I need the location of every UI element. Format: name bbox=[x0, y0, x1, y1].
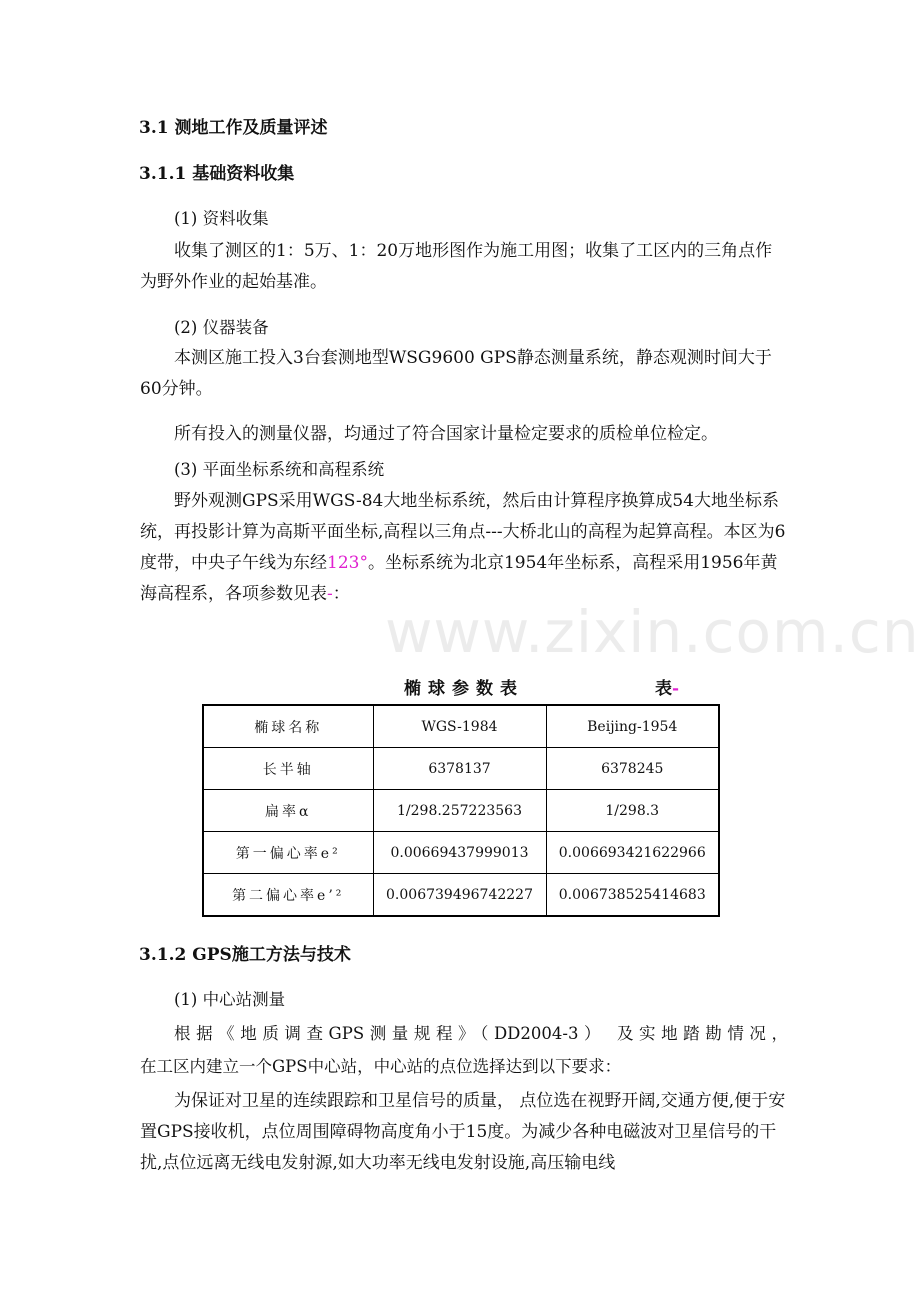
table-label-mark: - bbox=[672, 679, 680, 699]
item-1-label: (1) 资料收集 bbox=[174, 209, 269, 228]
param-name-cell: 长半轴 bbox=[203, 748, 373, 790]
item-3-label: (3) 平面坐标系统和高程系统 bbox=[174, 460, 385, 479]
beijing54-value-cell: 1/298.3 bbox=[546, 790, 719, 832]
meridian-value: 123° bbox=[327, 553, 368, 573]
table-row bbox=[203, 832, 719, 874]
item-1-text: 收集了测区的1：5万、1：20万地形图作为施工用图；收集了工区内的三角点作为野外作业的起始基准。 bbox=[140, 241, 773, 292]
watermark: www.zixin.com.cn bbox=[385, 598, 920, 666]
section-3-1-2-item-1-label: (1) 中心站测量 bbox=[174, 990, 286, 1009]
param-name-cell: 扁率α bbox=[203, 790, 373, 832]
wgs84-value-cell: 1/298.257223563 bbox=[373, 790, 546, 832]
regulation-line-1: 根据《地质调查GPS测量规程》（DD2004-3） 及实地踏勘情况， bbox=[174, 1024, 788, 1043]
param-name-cell: 椭球名称 bbox=[203, 705, 373, 748]
item-2-text-1: 本测区施工投入3台套测地型WSG9600 GPS静态测量系统，静态观测时间大于60分钟。 bbox=[140, 348, 772, 399]
table-row bbox=[203, 874, 719, 917]
item-3-text bbox=[140, 486, 788, 610]
table-label: 表- bbox=[655, 679, 680, 699]
site-requirement-text: 为保证对卫星的连续跟踪和卫星信号的质量， 点位选在视野开阔,交通方便,便于安置GPS接收机，点位周围障碍物高度角小于15度。为减少各种电磁波对卫星信号的干扰,点位远离无线电发射源,如大功率无线电发射设施,高压输电线 bbox=[140, 1091, 786, 1173]
wgs84-value-cell: 6378137 bbox=[373, 748, 546, 790]
ellipsoid-params-table bbox=[202, 704, 720, 917]
wgs84-value-cell: 0.00669437999013 bbox=[373, 832, 546, 874]
wgs84-value-cell: 0.006739496742227 bbox=[373, 874, 546, 917]
section-3-1-2-heading: 3.1.2 GPS施工方法与技术 bbox=[139, 945, 351, 965]
table-row bbox=[203, 748, 719, 790]
item-2-text-2: 所有投入的测量仪器，均通过了符合国家计量检定要求的质检单位检定。 bbox=[174, 424, 718, 444]
regulation-line-2: 在工区内建立一个GPS中心站，中心站的点位选择达到以下要求： bbox=[140, 1057, 622, 1076]
table-row bbox=[203, 705, 719, 748]
param-name-cell: 第二偏心率e’² bbox=[203, 874, 373, 917]
beijing54-value-cell: 6378245 bbox=[546, 748, 719, 790]
param-name-cell: 第一偏心率e² bbox=[203, 832, 373, 874]
table-row bbox=[203, 790, 719, 832]
beijing54-value-cell: 0.006738525414683 bbox=[546, 874, 719, 917]
table-title: 椭球参数表 bbox=[404, 679, 524, 699]
section-3-1-heading: 3.1 测地工作及质量评述 bbox=[139, 118, 328, 138]
beijing54-value-cell: Beijing-1954 bbox=[546, 705, 719, 748]
item-3-text-c: ： bbox=[332, 584, 350, 604]
beijing54-value-cell: 0.006693421622966 bbox=[546, 832, 719, 874]
item-2-label: (2) 仪器装备 bbox=[174, 318, 269, 337]
item-3-text-b: 。坐标系统为北京1954年坐标系，高程采用1956年黄海高程系，各项参数见表 bbox=[140, 553, 778, 604]
wgs84-value-cell: WGS-1984 bbox=[373, 705, 546, 748]
section-3-1-1-heading: 3.1.1 基础资料收集 bbox=[139, 164, 295, 184]
table-ref-mark: - bbox=[327, 584, 333, 604]
item-3-text-a: 野外观测GPS采用WGS-84大地坐标系统，然后由计算程序换算成54大地坐标系统，再投影计算为高斯平面坐标,高程以三角点---大桥北山的高程为起算高程。本区为6度带，中央子午线为东经 bbox=[140, 491, 786, 573]
